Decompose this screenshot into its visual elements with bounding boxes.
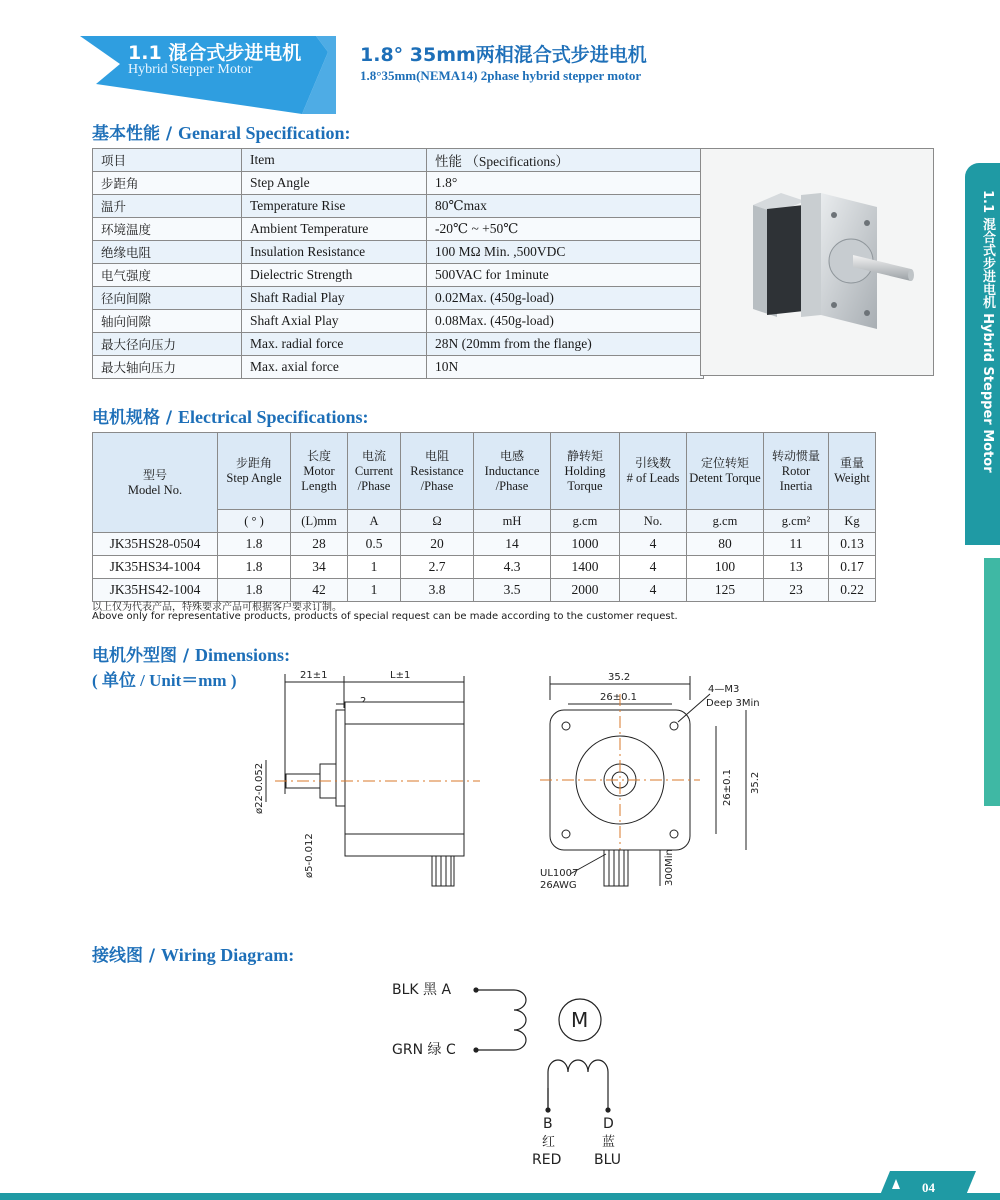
- electrical-cell: 4: [620, 533, 687, 556]
- electrical-header-cn: 转动惯量: [771, 448, 820, 463]
- electrical-cell: 1.8: [218, 556, 291, 579]
- electrical-cell: 1: [348, 579, 401, 602]
- general-spec-row: [93, 264, 704, 287]
- general-spec-cell-en: Shaft Radial Play: [242, 287, 427, 310]
- dimensions-heading: 电机外型图 / Dimensions:: [92, 645, 291, 666]
- electrical-header: [291, 433, 348, 510]
- wire-c-label: GRN 绿 C: [392, 1042, 456, 1058]
- electrical-cell: 1400: [551, 556, 620, 579]
- electrical-cell: 1.8: [218, 533, 291, 556]
- page-number: 04: [922, 1180, 935, 1195]
- general-spec-cell-cn: 轴向间隙: [93, 310, 242, 333]
- electrical-header: [829, 433, 876, 510]
- electrical-unit: g.cm: [551, 510, 620, 533]
- footer-bar: [0, 1193, 1000, 1200]
- side-shaft-dia: ø5-0.012: [304, 833, 315, 878]
- electrical-header-en: # of Leads: [626, 471, 680, 485]
- general-spec-cell-en: Step Angle: [242, 172, 427, 195]
- side-shaft-length: 21±1: [300, 670, 328, 681]
- electrical-cell: 4: [620, 556, 687, 579]
- electrical-header-cn: 引线数: [634, 456, 671, 470]
- electrical-header-cn: 电阻: [424, 448, 449, 463]
- general-spec-row: [93, 172, 704, 195]
- general-spec-cell-val: 80℃max: [427, 195, 704, 218]
- electrical-cell: 34: [291, 556, 348, 579]
- electrical-cell: 2000: [551, 579, 620, 602]
- general-spec-cell-val: 1.8°: [427, 172, 704, 195]
- wire-a-label: BLK 黑 A: [392, 982, 452, 998]
- general-spec-cell-cn: 步距角: [93, 172, 242, 195]
- electrical-cell: 125: [687, 579, 764, 602]
- general-spec-cell-val: 0.08Max. (450g-load): [427, 310, 704, 333]
- general-spec-cell-en: Max. axial force: [242, 356, 427, 379]
- general-spec-cell-val: -20℃ ~ +50℃: [427, 218, 704, 241]
- badge-title-cn: 1.1 混合式步进电机: [128, 42, 302, 64]
- electrical-cell: 0.22: [829, 579, 876, 602]
- general-spec-row: [93, 149, 704, 172]
- general-spec-table: [92, 148, 704, 379]
- general-spec-row: [93, 310, 704, 333]
- dimension-drawing: [240, 664, 800, 894]
- electrical-header-cn: 型号: [142, 467, 167, 482]
- electrical-cell: 13: [764, 556, 829, 579]
- side-tab-accent: [984, 558, 1000, 806]
- front-wire-2: 26AWG: [540, 880, 577, 891]
- electrical-header: [348, 433, 401, 510]
- electrical-header-en: Weight: [834, 471, 870, 485]
- electrical-header-cn: 静转矩: [566, 448, 603, 463]
- general-spec-row: [93, 241, 704, 264]
- electrical-cell: 0.5: [348, 533, 401, 556]
- electrical-header-en: Model No.: [127, 482, 183, 497]
- side-tab-label: 1.1 混合式步进电机 Hybrid Stepper Motor: [980, 190, 995, 473]
- general-spec-row: [93, 333, 704, 356]
- electrical-row: [93, 556, 876, 579]
- electrical-header-en: Step Angle: [226, 471, 282, 485]
- electrical-spec-heading: 电机规格 / Electrical Specifications:: [92, 407, 369, 428]
- electrical-unit: Kg: [829, 510, 876, 533]
- electrical-header-cn: 长度: [306, 448, 331, 463]
- electrical-cell: 4: [620, 579, 687, 602]
- general-spec-cell-cn: 径向间隙: [93, 287, 242, 310]
- page-title-cn: 1.8° 35mm两相混合式步进电机: [360, 44, 647, 66]
- general-spec-cell-cn: 温升: [93, 195, 242, 218]
- electrical-header-en: Motor Length: [301, 463, 337, 493]
- general-spec-cell-en: Shaft Axial Play: [242, 310, 427, 333]
- electrical-header-cn: 定位转矩: [700, 456, 749, 470]
- electrical-header: [474, 433, 551, 510]
- front-side-spacing: 26±0.1: [722, 768, 733, 806]
- model-number: JK35HS42-1004: [93, 579, 218, 602]
- general-spec-cell-cn: 电气强度: [93, 264, 242, 287]
- electrical-header: [93, 433, 218, 533]
- electrical-header-cn: 电流: [361, 448, 386, 463]
- electrical-header: [764, 433, 829, 510]
- electrical-unit: ( ° ): [218, 510, 291, 533]
- electrical-cell: 1.8: [218, 579, 291, 602]
- general-spec-cell-cn: 项目: [93, 149, 242, 172]
- front-wire-1: UL1007: [540, 868, 579, 879]
- electrical-header: [401, 433, 474, 510]
- front-hole-spacing: 26±0.1: [600, 692, 638, 703]
- electrical-unit: No.: [620, 510, 687, 533]
- electrical-header-en: Detent Torque: [689, 471, 761, 485]
- electrical-cell: 3.5: [474, 579, 551, 602]
- general-spec-cell-val: 0.02Max. (450g-load): [427, 287, 704, 310]
- electrical-cell: 28: [291, 533, 348, 556]
- electrical-cell: 23: [764, 579, 829, 602]
- general-spec-row: [93, 195, 704, 218]
- front-view: [540, 672, 761, 891]
- side-view: [254, 670, 480, 886]
- electrical-cell: 0.13: [829, 533, 876, 556]
- general-spec-cell-val: 500VAC for 1minute: [427, 264, 704, 287]
- electrical-cell: 14: [474, 533, 551, 556]
- wire-d-letter: D: [603, 1116, 614, 1132]
- general-spec-cell-val: 性能 （Specifications）: [427, 149, 704, 172]
- electrical-cell: 80: [687, 533, 764, 556]
- general-spec-cell-en: Ambient Temperature: [242, 218, 427, 241]
- front-holes: 4—M3: [708, 684, 740, 695]
- electrical-cell: 4.3: [474, 556, 551, 579]
- wire-b-en: RED: [532, 1152, 562, 1168]
- electrical-cell: 1: [348, 556, 401, 579]
- model-number: JK35HS28-0504: [93, 533, 218, 556]
- note-en: Above only for representative products, products of special request can be made according to the customer request.: [92, 611, 678, 622]
- side-boss-dia: ø22-0.052: [254, 762, 265, 814]
- electrical-unit: g.cm: [687, 510, 764, 533]
- general-spec-cell-en: Max. radial force: [242, 333, 427, 356]
- general-spec-cell-en: Item: [242, 149, 427, 172]
- general-spec-cell-val: 28N (20mm from the flange): [427, 333, 704, 356]
- electrical-cell: 100: [687, 556, 764, 579]
- general-spec-cell-cn: 绝缘电阻: [93, 241, 242, 264]
- front-holes-depth: Deep 3Min: [706, 698, 760, 709]
- electrical-header-cn: 步距角: [235, 456, 272, 470]
- electrical-header-en: Current /Phase: [354, 463, 394, 493]
- motor-symbol: M: [571, 1008, 589, 1032]
- side-body-length: L±1: [390, 670, 411, 681]
- electrical-header-en: Holding Torque: [564, 463, 606, 493]
- electrical-cell: 0.17: [829, 556, 876, 579]
- general-spec-row: [93, 218, 704, 241]
- electrical-header: [551, 433, 620, 510]
- general-spec-cell-en: Dielectric Strength: [242, 264, 427, 287]
- front-width: 35.2: [608, 672, 631, 683]
- electrical-header-en: Rotor Inertia: [779, 463, 813, 493]
- electrical-header-en: Resistance /Phase: [410, 463, 464, 493]
- front-height: 35.2: [750, 771, 761, 794]
- electrical-header-cn: 重量: [839, 456, 864, 470]
- general-spec-heading: 基本性能 / Genaral Specification:: [92, 123, 351, 144]
- electrical-cell: 42: [291, 579, 348, 602]
- wire-d-en: BLU: [594, 1152, 621, 1168]
- wiring-diagram: [386, 964, 646, 1184]
- electrical-header: [620, 433, 687, 510]
- electrical-header: [218, 433, 291, 510]
- electrical-cell: 20: [401, 533, 474, 556]
- wiring-heading: 接线图 / Wiring Diagram:: [92, 945, 295, 966]
- electrical-header-cn: 电感: [499, 448, 524, 463]
- general-spec-cell-cn: 环境温度: [93, 218, 242, 241]
- electrical-header: [687, 433, 764, 510]
- general-spec-row: [93, 356, 704, 379]
- wire-b-letter: B: [543, 1116, 553, 1132]
- page-title-en: 1.8°35mm(NEMA14) 2phase hybrid stepper motor: [360, 68, 642, 83]
- general-spec-cell-cn: 最大径向压力: [93, 333, 242, 356]
- motor-photo: [700, 148, 934, 376]
- electrical-cell: 1000: [551, 533, 620, 556]
- wire-d-cn: 蓝: [602, 1135, 616, 1150]
- electrical-spec-table: [92, 432, 876, 602]
- general-spec-cell-en: Insulation Resistance: [242, 241, 427, 264]
- dimensions-unit: ( 单位 / Unit＝mm ): [92, 671, 237, 690]
- electrical-unit: mH: [474, 510, 551, 533]
- electrical-row: [93, 533, 876, 556]
- wire-b-cn: 红: [542, 1135, 556, 1150]
- general-spec-cell-en: Temperature Rise: [242, 195, 427, 218]
- electrical-unit: (L)mm: [291, 510, 348, 533]
- general-spec-cell-cn: 最大轴向压力: [93, 356, 242, 379]
- electrical-cell: 11: [764, 533, 829, 556]
- electrical-unit: A: [348, 510, 401, 533]
- note-cn: 以上仅为代表产品，特殊要求产品可根据客户要求订制。: [92, 602, 342, 613]
- badge-title-en: Hybrid Stepper Motor: [128, 62, 253, 77]
- electrical-cell: 3.8: [401, 579, 474, 602]
- electrical-header-en: Inductance /Phase: [484, 463, 540, 493]
- model-number: JK35HS34-1004: [93, 556, 218, 579]
- general-spec-row: [93, 287, 704, 310]
- electrical-cell: 2.7: [401, 556, 474, 579]
- general-spec-cell-val: 100 MΩ Min. ,500VDC: [427, 241, 704, 264]
- electrical-unit: g.cm²: [764, 510, 829, 533]
- general-spec-cell-val: 10N: [427, 356, 704, 379]
- electrical-unit: Ω: [401, 510, 474, 533]
- front-lead-length: 300Min: [664, 849, 675, 886]
